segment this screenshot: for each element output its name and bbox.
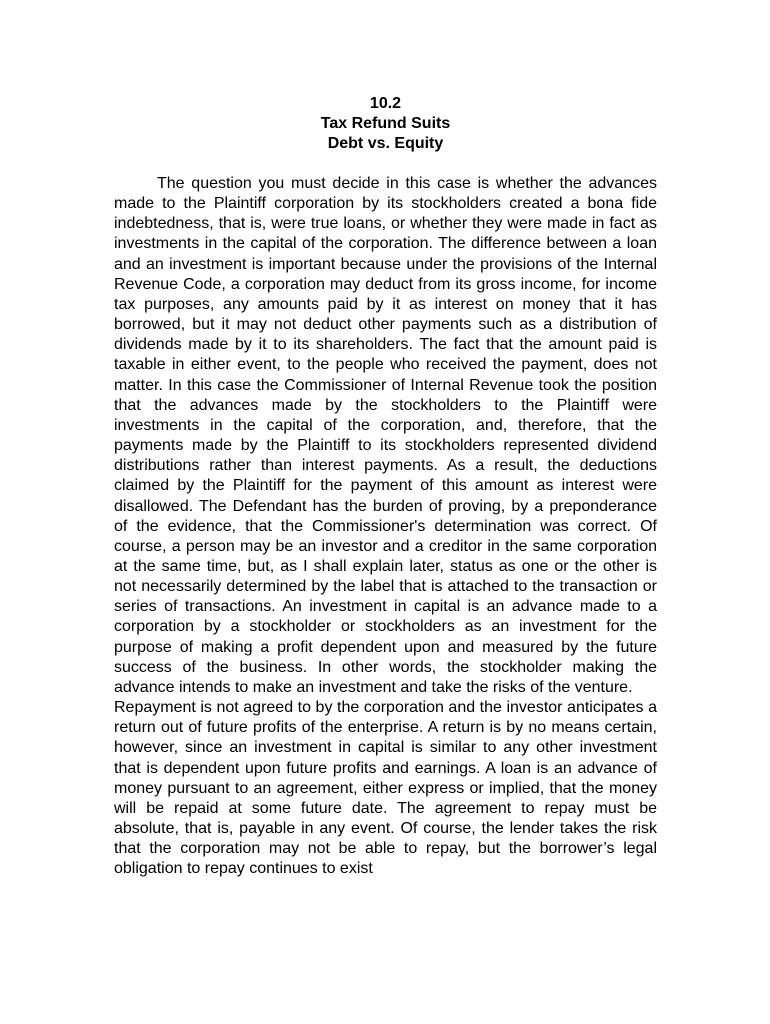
document-body	[114, 174, 657, 879]
section-title: Tax Refund Suits	[320, 115, 451, 132]
document-heading	[114, 94, 657, 154]
document-page	[114, 94, 657, 879]
section-subtitle: Debt vs. Equity	[327, 135, 444, 152]
paragraph: Repayment is not agreed to by the corporation and the investor anticipates a return out of future profits of the enterprise. A return is by no means certain, however, since an investment in capital is similar to any other investment that is dependent upon future profits and earnings. A loan is an advance of money pursuant to an agreement, either express or implied, that the money will be repaid at some future date. The agreement to repay must be absolute, that is, payable in any event. Of course, the lender takes the risk that the corporation may not be able to repay, but the borrower’s legal obligation to repay continues to exist	[114, 699, 657, 878]
section-number: 10.2	[369, 95, 402, 112]
paragraph: The question you must decide in this case is whether the advances made to the Plaintiff corporation by its stockholders created a bona fide indebtedness, that is, were true loans, or whether they were made in fact as investments in the capital of the corporation. The difference between a loan and an investment is important because under the provisions of the Internal Revenue Code, a corporation may deduct from its gross income, for income tax purposes, any amounts paid by it as interest on money that it has borrowed, but it may not deduct other payments such as a distribution of dividends made by it to its shareholders. The fact that the amount paid is taxable in either event, to the people who received the payment, does not matter. In this case the Commissioner of Internal Revenue took the position that the advances made by the stockholders to the Plaintiff were investments in the capital of the corporation, and, therefore, that the payments made by the Plaintiff to its stockholders represented dividend distributions rather than interest payments. As a result, the deductions claimed by the Plaintiff for the payment of this amount as interest were disallowed. The Defendant has the burden of proving, by a preponderance of the evidence, that the Commissioner's determination was correct. Of course, a person may be an investor and a creditor in the same corporation at the same time, but, as I shall explain later, status as one or the other is not necessarily determined by the label that is attached to the transaction or series of transactions. An investment in capital is an advance made to a corporation by a stockholder or stockholders as an investment for the purpose of making a profit dependent upon and measured by the future success of the business. In other words, the stockholder making the advance intends to make an investment and take the risks of the venture.	[114, 175, 657, 696]
